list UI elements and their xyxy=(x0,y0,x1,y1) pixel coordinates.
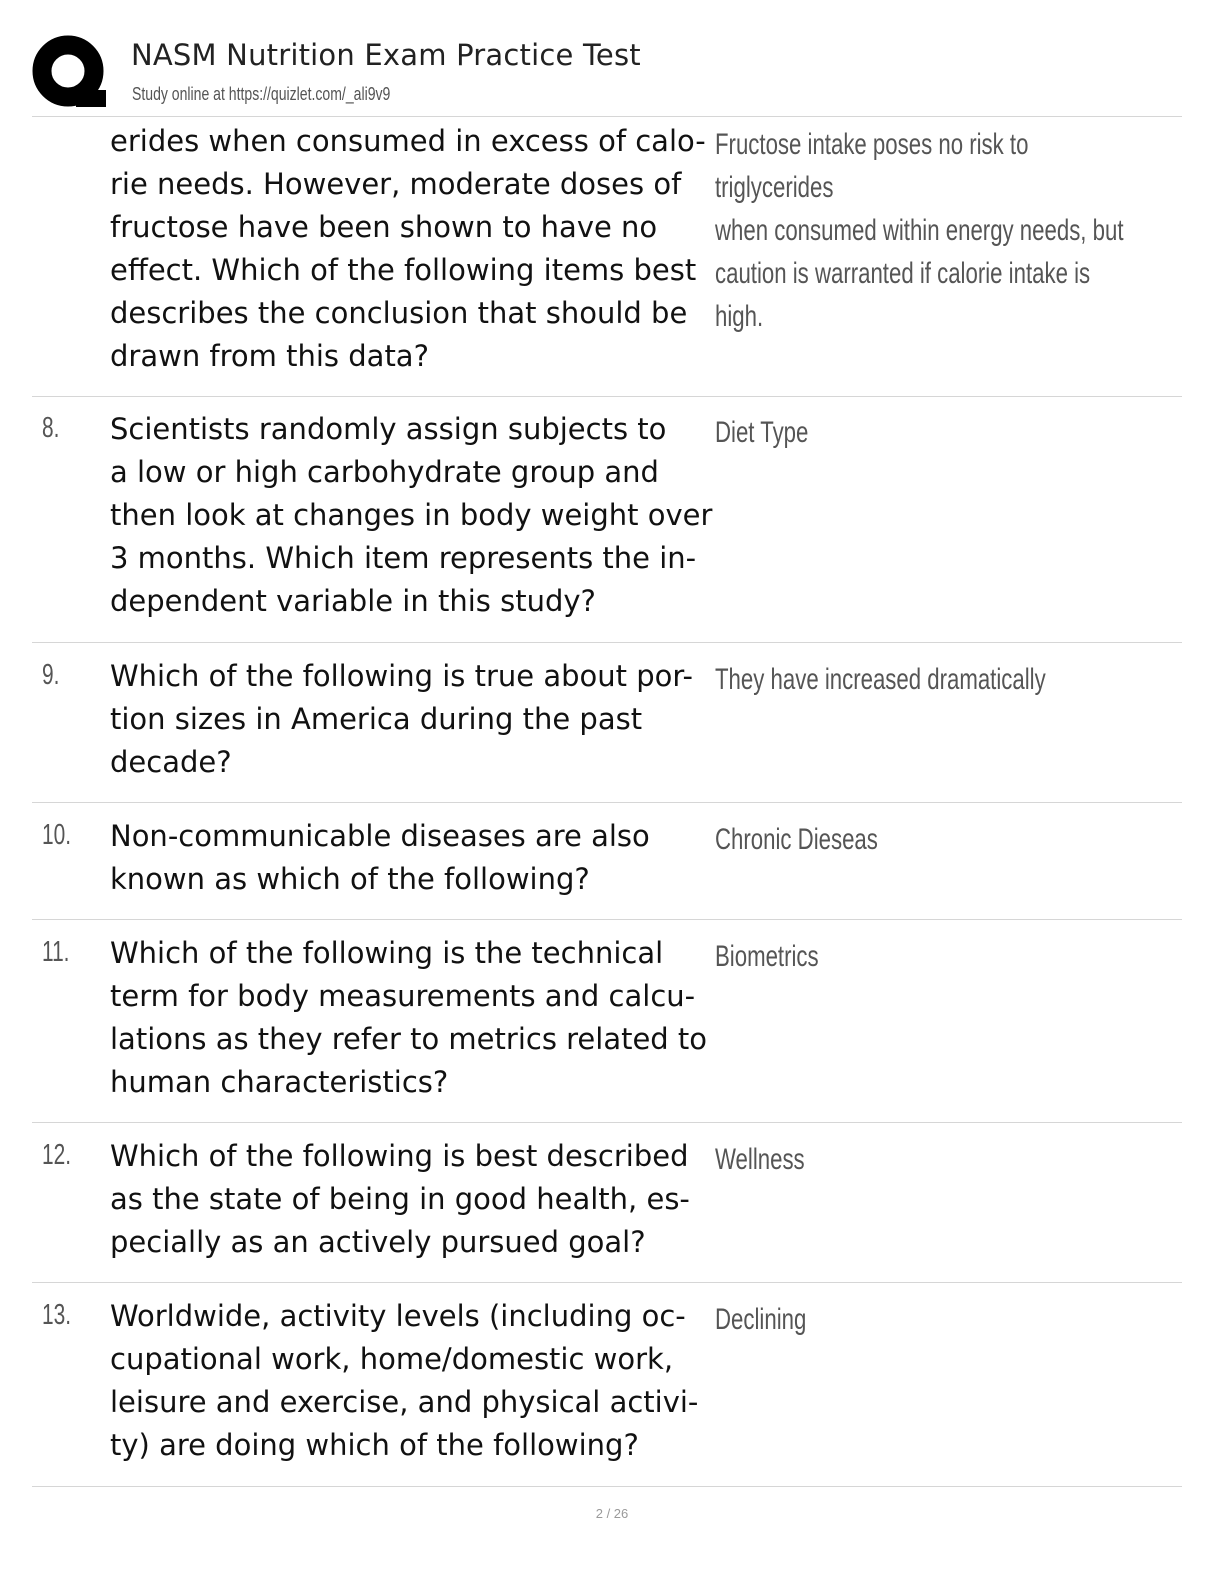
divider xyxy=(32,116,1182,117)
card-number: 9. xyxy=(42,659,60,691)
question-text: Which of the following is best described as the state of being in good health, es- pecially as an actively pursued goal? xyxy=(110,1139,690,1259)
divider xyxy=(32,919,1182,920)
divider xyxy=(32,642,1182,643)
answer-text: They have increased dramatically xyxy=(715,663,1046,696)
divider xyxy=(32,1486,1182,1487)
card-number: 11. xyxy=(42,936,70,968)
divider xyxy=(32,802,1182,803)
card-number: 8. xyxy=(42,412,60,444)
page-number: 2 / 26 xyxy=(595,1506,629,1521)
answer-text: Chronic Dieseas xyxy=(715,823,878,856)
question-text: erides when consumed in excess of calo- rie needs. However, moderate doses of fructose have been shown to have no effect. Which of the following items best describes the conclusion that should be drawn from this data? xyxy=(110,124,706,373)
question-text: Which of the following is the technical term for body measurements and calcu- lations as they refer to metrics related to human characteristics? xyxy=(110,936,708,1099)
page-title: NASM Nutrition Exam Practice Test xyxy=(131,38,641,72)
answer-text: Wellness xyxy=(715,1143,805,1176)
divider xyxy=(32,396,1182,397)
divider xyxy=(32,1282,1182,1283)
study-online-link[interactable]: Study online at https://quizlet.com/_ali9v9 xyxy=(132,84,391,104)
question-text: Worldwide, activity levels (including oc- cupational work, home/domestic work, leisure and exercise, and physical activi- ty) are doing which of the following? xyxy=(110,1299,699,1462)
question-text: Scientists randomly assign subjects to a low or high carbohydrate group and then look at changes in body weight over 3 months. Which item represents the in- dependent variable in this study? xyxy=(110,412,713,618)
question-text: Non-communicable diseases are also known as which of the following? xyxy=(110,819,650,896)
answer-text: Biometrics xyxy=(715,940,819,973)
answer-text: Declining xyxy=(715,1303,807,1336)
card-number: 10. xyxy=(42,819,72,851)
question-text: Which of the following is true about por- tion sizes in America during the past decade? xyxy=(110,659,693,779)
answer-text: Fructose intake poses no risk to triglycerides when consumed within energy needs, but caution is warranted if calorie intake is high. xyxy=(715,128,1124,333)
divider xyxy=(32,1122,1182,1123)
card-number: 12. xyxy=(42,1139,72,1171)
answer-text: Diet Type xyxy=(715,416,809,449)
quizlet-logo-icon xyxy=(32,34,110,112)
card-number: 13. xyxy=(42,1299,72,1331)
page-header xyxy=(32,30,1182,116)
